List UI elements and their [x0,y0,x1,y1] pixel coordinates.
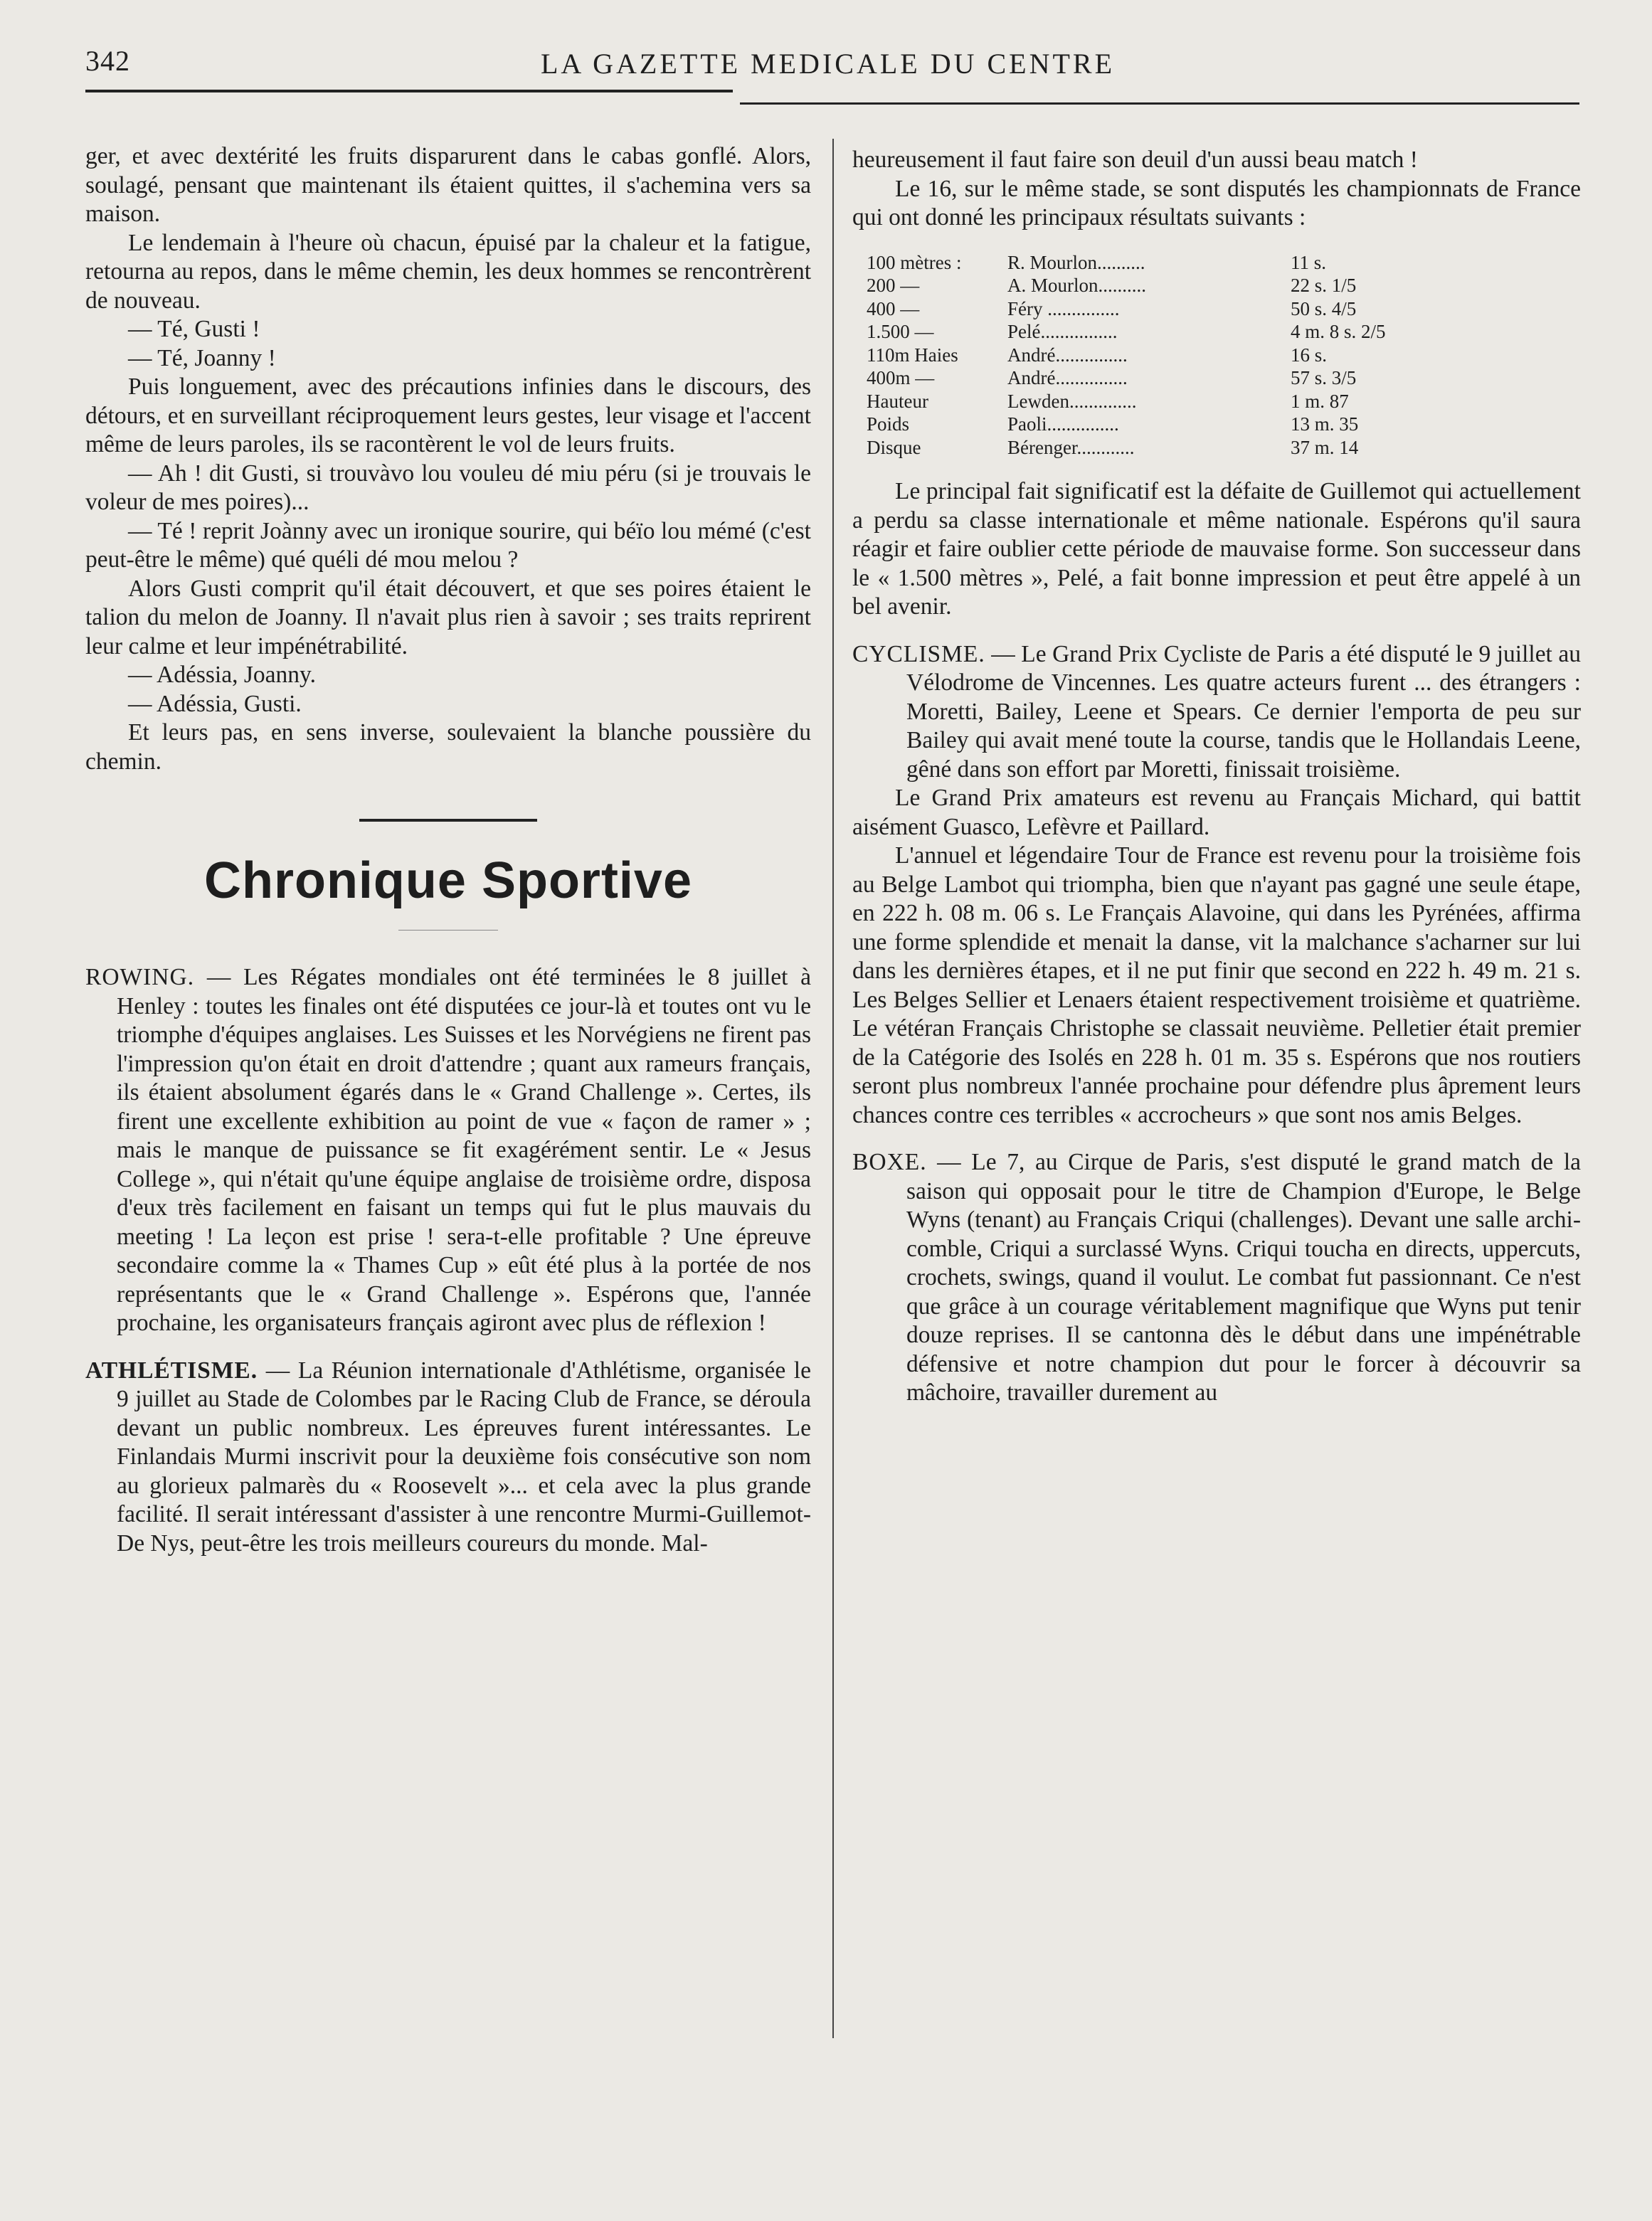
cyclisme-text: — Le Grand Prix Cycliste de Paris a été disputé le 9 juillet au Vélodrome de Vincennes. Les quatre acteurs furent ... des étrangers : Moretti, Bailey, Leene et Spears. Ce dernier l'emporta de peu sur Bailey qui avait mené toute la course, tandis que le Hollandais Leene, gêné dans son effort par Moretti, finissait troisième. [906,640,1581,783]
table-row [867,320,1581,344]
athletisme-text: — La Réunion internationale d'Athlétisme, organisée le 9 juillet au Stade de Colombes par le Racing Club de France, se déroula devant un public nombreux. Les épreuves furent intéressantes. Le Finlandais Murmi inscrivit pour la deuxième fois consécutive son nom au glorieux palmarès du « Roosevelt »... et cela avec la plus grande facilité. Il serait intéressant d'assister à une rencontre Murmi-Guillemot-De Nys, peut-être les trois meilleurs coureurs du monde. Mal- [117,1357,811,1557]
dialogue-line: — Té ! reprit Joànny avec un ironique sourire, qui béïo lou mémé (c'est peut-être le même) qué quéli dé mou melou ? [85,517,811,573]
story-paragraph: Le lendemain à l'heure où chacun, épuisé par la chaleur et la fatigue, retourna au repos, dans le même chemin, les deux hommes se rencontrèrent de nouveau. [85,229,811,314]
result-athlete: André............... [1007,367,1128,388]
dialogue-line: — Ah ! dit Gusti, si trouvàvo lou vouleu dé miu péru (si je trouvais le voleur de mes poires)... [85,460,811,515]
athletisme-intro: Le 16, sur le même stade, se sont disputés les championnats de France qui ont donné les principaux résultats suivants : [852,175,1581,230]
result-athlete: André............... [1007,344,1128,366]
result-event: Poids [867,413,910,435]
table-row [867,436,1581,460]
result-event: 200 — [867,275,920,296]
rowing-text: — Les Régates mondiales ont été terminées le 8 juillet à Henley : toutes les finales ont été disputées ce jour-là et toutes ont vu le triomphe d'équipes anglaises. Les Suisses et les Norvégiens ne firent pas l'impression qu'on était en droit d'attendre ; quant aux rameurs français, ils étaient absolument égarés dans le « Grand Challenge ». Certes, ils firent une excellente exhibition au point de vue « façon de ramer » ; mais le manque de puissance se fit exagérément sentir. Le « Jesus College », qui n'était qu'une équipe anglaise de troisième ordre, disposa d'eux très facilement en faisant un temps qui fut le plus mauvais du meeting ! La leçon est prise ! sera-t-elle profitable ? Une épreuve secondaire comme la « Thames Cup » eût été plus à la portée de nos représentants que le « Grand Challenge ». Espérons que, l'année prochaine, les organisateurs français agiront avec plus de réflexion ! [117,964,811,1336]
result-athlete: Paoli............... [1007,413,1119,435]
page-header [85,44,1579,108]
right-column [852,146,1581,1408]
dialogue-line: — Adéssia, Gusti. [128,690,302,717]
result-performance: 50 s. 4/5 [1291,297,1357,319]
running-title: LA GAZETTE MEDICALE DU CENTRE [541,48,1116,80]
story-paragraph: Alors Gusti comprit qu'il était découvert, et que ses poires étaient le talion du melon de Joanny. Il n'avait plus rien à savoir ; ses traits reprirent leur calme et leur impénétrabilité. [85,575,811,659]
cyclisme-paragraph: Le Grand Prix amateurs est revenu au Français Michard, qui battit aisément Guasco, Lefèvre et Paillard. [852,785,1581,840]
table-row [867,390,1581,413]
athletisme-comment: Le principal fait significatif est la défaite de Guillemot qui actuellement a perdu sa classe internationale et même nationale. Espérons qu'il saura réagir et faire oublier cette période de mauvaise forme. Son successeur dans le « 1.500 mètres », Pelé, a fait bonne impression et peut être appelé à un bel avenir. [852,478,1581,620]
result-performance: 4 m. 8 s. 2/5 [1291,321,1386,342]
result-athlete: A. Mourlon.......... [1007,275,1146,296]
section-title: Chronique Sportive [203,852,693,909]
boxe-text: — Le 7, au Cirque de Paris, s'est disputé le grand match de la saison qui opposait pour le titre de Champion d'Europe, le Belge Wyns (tenant) au Français Criqui (challenges). Devant une salle archi-comble, Criqui a surclassé Wyns. Criqui toucha en directs, uppercuts, crochets, swings, quand il voulut. Le combat fut passionnant. Ce n'est que grâce à un courage véritablement magnifique que Wyns put tenir douze reprises. Il se cantonna dès le début dans une impénétrable défensive et notre champion dut pour le forcer à découvrir sa mâchoire, travailler durement au [906,1149,1581,1406]
result-performance: 16 s. [1291,344,1328,366]
cyclisme-report [852,640,1581,785]
result-performance: 37 m. 14 [1291,436,1359,458]
table-row [867,297,1581,321]
cyclisme-label: CYCLISME. [852,640,985,667]
section-separator [359,819,537,822]
left-column [85,142,811,1558]
table-row [867,413,1581,436]
athletisme-report [85,1357,811,1559]
result-event: 400 — [867,297,920,319]
table-row [867,251,1581,275]
result-event: 100 mètres : [867,251,962,273]
story-paragraph: Puis longuement, avec des précautions infinies dans le discours, des détours, et en surveillant réciproquement leurs gestes, leur visage et l'accent même de leurs paroles, ils se racontèrent le vol de leurs fruits. [85,373,811,457]
title-underline [398,930,498,931]
result-athlete: Pelé................ [1007,321,1118,342]
result-event: 110m Haies [867,344,958,366]
rowing-report [85,963,811,1338]
rowing-label: ROWING. [85,964,195,990]
table-row [867,366,1581,390]
column-divider [832,139,834,2038]
dialogue-line: — Adéssia, Joanny. [128,662,316,688]
header-rule [85,90,733,92]
table-row [867,274,1581,297]
result-performance: 57 s. 3/5 [1291,367,1357,388]
results-table [867,251,1581,460]
result-athlete: Bérenger............ [1007,436,1135,458]
cyclisme-paragraph: L'annuel et légendaire Tour de France est revenu pour la troisième fois au Belge Lambot qui triompha, bien que n'ayant pas gagné une seule étape, en 222 h. 08 m. 06 s. Le Français Alavoine, qui dans les Pyrénées, affirma une forme splendide et menait la danse, vit la malchance s'acharner sur lui dans les dernières étapes, et il ne put finir que second en 222 h. 49 m. 21 s. Les Belges Sellier et Lenaers étaient respectivement troisième et quatrième. Le vétéran Français Christophe se classait neuvième. Pelletier était premier de la Catégorie des Isolés en 228 h. 01 m. 35 s. Espérons que nos routiers seront plus nombreux l'année prochaine pour défendre plus âprement leurs chances contre ces terribles « accrocheurs » que sont nos amis Belges. [852,842,1581,1128]
table-row [867,344,1581,367]
athletisme-continuation: heureusement il faut faire son deuil d'un aussi beau match ! [852,147,1418,173]
result-performance: 11 s. [1291,251,1327,273]
page-number: 342 [85,45,130,77]
story-paragraph: ger, et avec dextérité les fruits disparurent dans le cabas gonflé. Alors, soulagé, pensant que maintenant ils étaient quittes, il s'achemina vers sa maison. [85,143,811,227]
result-athlete: R. Mourlon.......... [1007,251,1145,273]
athletisme-label: ATHLÉTISME. [85,1357,258,1384]
result-performance: 13 m. 35 [1291,413,1359,435]
result-performance: 1 m. 87 [1291,390,1349,412]
result-athlete: Féry ............... [1007,297,1120,319]
story-paragraph: Et leurs pas, en sens inverse, soulevaient la blanche poussière du chemin. [85,719,811,775]
result-performance: 22 s. 1/5 [1291,275,1357,296]
result-athlete: Lewden.............. [1007,390,1137,412]
result-event: Disque [867,436,921,458]
result-event: 400m — [867,367,935,388]
dialogue-line: — Té, Gusti ! [128,316,260,342]
dialogue-line: — Té, Joanny ! [128,344,276,371]
result-event: Hauteur [867,390,928,412]
result-event: 1.500 — [867,321,934,342]
boxe-label: BOXE. [852,1149,927,1175]
header-rule-right [740,102,1579,105]
boxe-report [852,1148,1581,1408]
